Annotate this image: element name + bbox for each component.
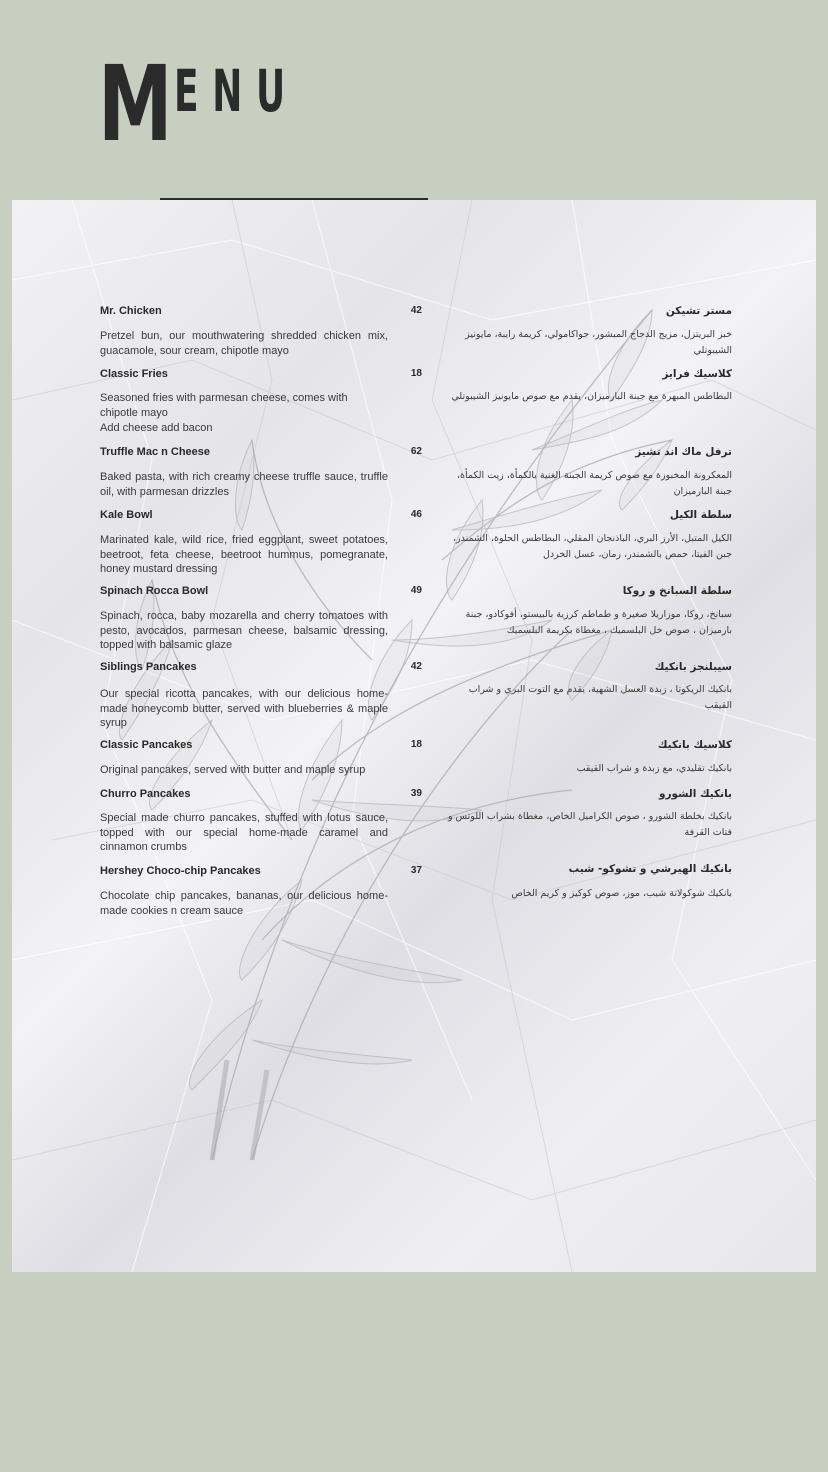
item-price-kale-bowl: 46 [410,509,422,520]
item-name-kale-bowl: Kale Bowl [100,509,153,521]
item-ar-name-truffle-mac: ترفل ماك اند تشيز [635,446,732,458]
item-price-spinach-rocca: 49 [410,585,422,596]
item-ar-name-classic-pancakes: كلاسيك بانكيك [657,739,732,751]
item-ar-desc-classic-fries: البطاطس المبهرة مع جبنة البارميزان، يقدم مع صوص مايونيز الشيبوتلي [451,391,732,402]
item-ar-name-mr-chicken: مستر تشيكن [665,305,732,317]
item-ar-name-siblings-pancakes: سيبلنجز بانكيك [654,661,732,673]
item-desc-siblings-pancakes: Our special ricotta pancakes, with our delicious home-made honeycomb butter, served with blueberries & maple syrup [100,688,388,729]
menu-paper [12,200,816,1272]
menu-title [98,43,338,165]
item-name-churro-pancakes: Churro Pancakes [100,788,191,800]
item-name-classic-pancakes: Classic Pancakes [100,739,193,751]
item-desc-classic-pancakes: Original pancakes, served with butter and maple syrup [100,764,366,776]
item-ar-desc-truffle-mac: المعكرونة المخبوزة مع صوص كريمة الجبنة الغنية بالكمأة، زيت الكمأة، جبنة البارميزان [456,470,732,497]
item-ar-desc-kale-bowl: الكيل المتبل، الأرز البري، الباذنجان المقلي، البطاطس الحلوة، الشمندر، جبن الفيتا، حمص بالشمندر، رمان، عسل الخردل [452,533,732,560]
item-desc-spinach-rocca: Spinach, rocca, baby mozarella and cherry tomatoes with pesto, avocados, parmesan cheese, balsamic dressing, topped with balsamic glaze [100,610,388,651]
item-name-siblings-pancakes: Siblings Pancakes [100,661,197,673]
item-ar-desc-siblings-pancakes: بانكيك الريكوتا ، زبدة العسل الشهية، يقدم مع التوت البري و شراب القيقب [468,684,732,711]
item-desc-classic-fries: Seasoned fries with parmesan cheese, comes with chipotle mayo [100,392,348,419]
item-price-mr-chicken: 42 [410,305,422,316]
item-name-classic-fries: Classic Fries [100,368,168,380]
item-name-truffle-mac: Truffle Mac n Cheese [100,446,211,458]
item-price-classic-fries: 18 [410,368,422,379]
item-desc-kale-bowl: Marinated kale, wild rice, fried eggplant, sweet potatoes, beetroot, feta cheese, beetroot hummus, pomegranate, honey mustard dressing [100,534,388,575]
item-price-siblings-pancakes: 42 [410,661,422,672]
item-ar-desc-hershey-pancakes: بانكيك شوكولاتة شيب، موز، صوص كوكيز و كريم الخاص [511,888,732,899]
item-ar-desc-spinach-rocca: سبانخ، روكا، موزاريلا صغيرة و طماطم كرزية بالبيستو، أفوكادو، جبنة بارميزان ، صوص خل البلسميك ، مغطاة بكريمة البلسميك [465,609,732,636]
menu-title-rest: ENU [174,57,299,125]
item-name-spinach-rocca: Spinach Rocca Bowl [100,585,209,597]
item-ar-desc-classic-pancakes: بانكيك تقليدي، مع زبدة و شراب القيقب [576,763,732,774]
item-name-mr-chicken: Mr. Chicken [100,305,162,317]
item-price-hershey-pancakes: 37 [410,865,422,876]
item-ar-name-classic-fries: كلاسيك فرايز [662,368,732,380]
item-price-churro-pancakes: 39 [410,788,422,799]
sprig-illustration [12,200,816,1272]
item-desc-mr-chicken: Pretzel bun, our mouthwatering shredded chicken mix, guacamole, sour cream, chipotle mayo [100,330,388,357]
item-price-truffle-mac: 62 [410,446,422,457]
menu-title-first-letter: M [98,43,173,165]
item-ar-name-kale-bowl: سلطة الكيل [669,509,732,521]
item-price-classic-pancakes: 18 [410,739,422,750]
item-ar-name-spinach-rocca: سلطة السبانخ و روكا [622,585,732,597]
item-desc-hershey-pancakes: Chocolate chip pancakes, bananas, our delicious home-made cookies n cream sauce [100,890,388,917]
item-ar-desc-mr-chicken: خبز البريتزل، مزيج الدجاج المبشور، جواكامولي، كريمة رايبة، مايونيز الشيبوتلي [465,329,732,356]
item-ar-name-hershey-pancakes: بانكيك الهيرشي و تشوكو- شيب [568,863,732,875]
item-ar-desc-churro-pancakes: بانكيك بخلطة الشورو ، صوص الكراميل الخاص، مغطاة بشراب اللوتس و فتات القرفة [447,811,732,838]
item-name-hershey-pancakes: Hershey Choco-chip Pancakes [100,865,261,877]
item-extra-classic-fries: Add cheese add bacon [100,422,213,434]
item-desc-churro-pancakes: Special made churro pancakes, stuffed with lotus sauce, topped with our special home-made caramel and cinnamon crumbs [100,812,388,853]
item-ar-name-churro-pancakes: بانكيك الشورو [658,788,732,800]
item-desc-truffle-mac: Baked pasta, with rich creamy cheese truffle sauce, truffle oil, with parmesan drizzles [100,471,388,498]
